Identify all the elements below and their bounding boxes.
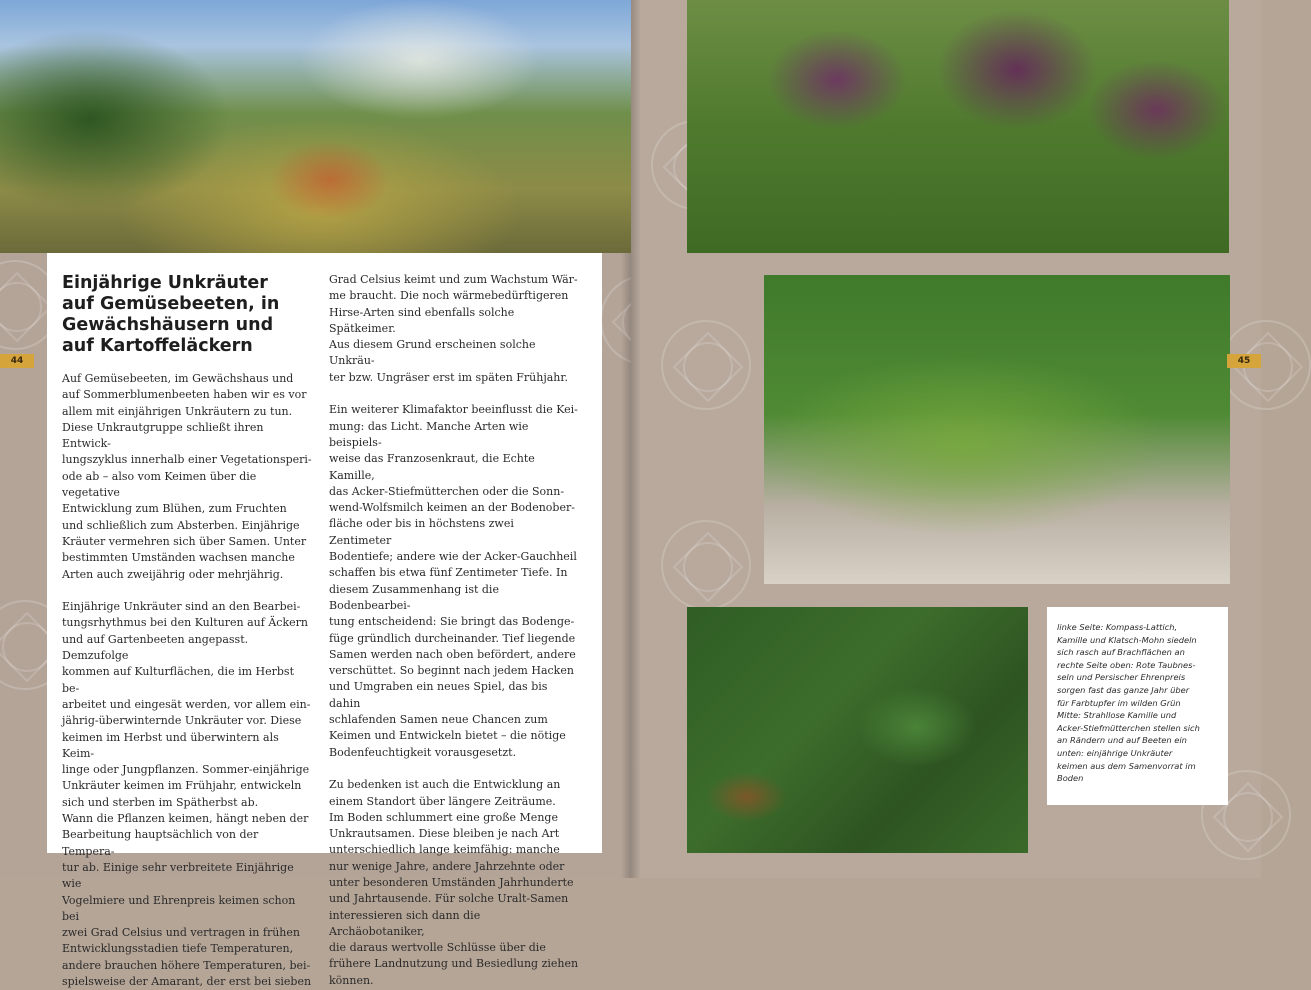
flower-ornament-icon (661, 320, 751, 410)
text-line: und schließlich zum Absterben. Einjährige (62, 518, 300, 532)
photo-red-deadnettle-speedwell (687, 0, 1229, 253)
text-line: jährig-überwinternde Unkräuter vor. Diese (62, 714, 302, 728)
heading-line: Gewächshäusern und (62, 315, 274, 335)
photo-caption-box (1047, 607, 1228, 805)
text-column-left (62, 253, 312, 990)
text-line: Unkrautsamen. Diese bleiben je nach Art (329, 827, 560, 841)
text-line: allem mit einjährigen Unkräutern zu tun. (62, 404, 293, 418)
text-line: Zu bedenken ist auch die Entwicklung an (329, 778, 561, 792)
text-line: bestimmten Umständen wachsen manche (62, 551, 295, 565)
text-line: und Jahrtausende. Für solche Uralt-Samen (329, 892, 569, 906)
text-line: Aus diesem Grund erscheinen solche Unkräu- (329, 338, 536, 368)
text-line: ter bzw. Ungräser erst im späten Frühjahr. (329, 370, 568, 384)
text-line: tungsrhythmus bei den Kulturen auf Äckern (62, 616, 308, 630)
text-line: Kamille und Klatsch-Mohn siedeln (1057, 634, 1197, 645)
text-line: einem Standort über längere Zeiträume. (329, 794, 556, 808)
text-line: kommen auf Kulturflächen, die im Herbst be- (62, 665, 294, 695)
text-line: frühere Landnutzung und Besiedlung ziehen (329, 957, 579, 971)
text-line: andere brauchen höhere Temperaturen, bei- (62, 958, 311, 972)
paragraph-gap (62, 583, 312, 599)
text-line: Arten auch zweijährig oder mehrjährig. (62, 567, 284, 581)
text-line: keimen aus dem Samenvorrat im (1057, 760, 1196, 771)
text-line: Entwicklungsstadien tiefe Temperaturen, (62, 942, 294, 956)
text-line: wend-Wolfsmilch keimen an der Bodenober- (329, 501, 575, 515)
text-line: Grad Celsius keimt und zum Wachstum Wär- (329, 273, 578, 286)
text-line: Boden (1057, 773, 1084, 784)
article-text-panel (47, 253, 602, 988)
text-line: tung entscheidend: Sie bringt das Bodenge- (329, 615, 575, 629)
text-line: schlafenden Samen neue Chancen zum (329, 713, 548, 727)
text-line: linke Seite: Kompass-Lattich, (1057, 622, 1178, 632)
text-line: Bodentiefe; andere wie der Acker-Gauchheil (329, 550, 577, 564)
text-line: sich rasch auf Brachflächen an (1057, 647, 1185, 658)
text-line: unter besonderen Umständen Jahrhunderte (329, 875, 574, 889)
text-line: Bodenfeuchtigkeit vorausgesetzt. (329, 745, 517, 759)
text-line: fläche oder bis in höchstens zwei Zentimeter (329, 517, 514, 547)
text-line: schaffen bis etwa fünf Zentimeter Tiefe. In (329, 566, 568, 580)
body-text-left (62, 371, 312, 990)
text-line: keimen im Herbst und überwintern als Keim- (62, 730, 279, 760)
text-line: Vogelmiere und Ehrenpreis keimen schon bei (62, 893, 296, 923)
photo-wild-plants-meadow (0, 0, 631, 253)
text-line: das Acker-Stiefmütterchen oder die Sonn- (329, 484, 565, 498)
text-line: seln und Persischer Ehrenpreis (1057, 672, 1186, 683)
text-line: auf Sommerblumenbeeten haben wir es vor (62, 388, 307, 402)
text-line: nur wenige Jahre, andere Jahrzehnte oder (329, 859, 565, 873)
text-line: linge oder Jungpflanzen. Sommer-einjährige (62, 763, 310, 777)
photo-pineapple-weed (764, 275, 1230, 584)
text-line: zwei Grad Celsius und vertragen in frühen (62, 926, 300, 940)
photo-caption (1057, 621, 1219, 785)
text-column-right (329, 253, 579, 989)
text-line: unten: einjährige Unkräuter (1057, 747, 1173, 758)
text-line: Hirse-Arten sind ebenfalls solche Spätkeimer. (329, 305, 515, 335)
heading-line: Einjährige Unkräuter (62, 273, 268, 293)
text-line: Mitte: Strahllose Kamille und (1057, 710, 1177, 721)
text-line: können. (329, 973, 374, 987)
text-line: arbeitet und eingesät werden, vor allem ein- (62, 697, 311, 711)
text-line: Einjährige Unkräuter sind an den Bearbei- (62, 600, 301, 614)
paragraph-gap (329, 761, 579, 777)
text-line: Wann die Pflanzen keimen, hängt neben der (62, 812, 309, 826)
text-line: Auf Gemüsebeeten, im Gewächshaus und (62, 372, 294, 385)
article-heading (62, 273, 312, 357)
text-line: verschüttet. So beginnt nach jedem Hacken (329, 664, 574, 678)
text-line: diesem Zusammenhang ist die Bodenbearbei- (329, 582, 499, 612)
paragraph-gap (329, 386, 579, 402)
text-line: füge gründlich durcheinander. Tief liegende (329, 631, 576, 645)
text-line: me braucht. Die noch wärmebedürftigeren (329, 289, 569, 303)
text-line: Bearbeitung hauptsächlich von der Tempera- (62, 828, 259, 858)
text-line: rechte Seite oben: Rote Taubnes- (1057, 659, 1196, 670)
text-line: und Umgraben ein neues Spiel, das bis dahin (329, 680, 548, 710)
heading-line: auf Gemüsebeeten, in (62, 294, 280, 314)
text-line: an Rändern und auf Beeten ein (1057, 735, 1187, 746)
text-line: Keimen und Entwickeln bietet – die nötige (329, 729, 566, 743)
text-line: Diese Unkrautgruppe schließt ihren Entwick- (62, 420, 264, 451)
text-line: spielsweise der Amarant, der erst bei sieben (62, 974, 312, 988)
flower-ornament-icon (661, 520, 751, 610)
photo-seedlings (687, 607, 1028, 853)
text-line: Kräuter vermehren sich über Samen. Unter (62, 534, 307, 548)
text-line: Acker-Stiefmütterchen stellen sich (1057, 722, 1200, 733)
text-line: ode ab – also vom Keimen über die vegetative (62, 469, 257, 500)
text-line: unterschiedlich lange keimfähig: manche (329, 843, 560, 857)
text-line: die daraus wertvolle Schlüsse über die (329, 941, 546, 955)
text-line: interessieren sich dann die Archäobotaniker, (329, 908, 481, 938)
text-line: lungszyklus innerhalb einer Vegetationsperi- (62, 453, 312, 467)
page-number-right: 45 (1227, 354, 1261, 368)
heading-line: auf Kartoffeläckern (62, 336, 253, 356)
text-line: Ein weiterer Klimafaktor beeinflusst die Kei- (329, 403, 578, 417)
text-line: mung: das Licht. Manche Arten wie beispiels- (329, 419, 529, 449)
body-text-right (329, 272, 579, 989)
text-line: Im Boden schlummert eine große Menge (329, 810, 558, 824)
text-line: Entwicklung zum Blühen, zum Fruchten (62, 502, 287, 516)
text-line: und auf Gartenbeeten angepasst. Demzufolge (62, 632, 249, 663)
text-line: sorgen fast das ganze Jahr über (1057, 684, 1190, 695)
text-line: tur ab. Einige sehr verbreitete Einjährige wie (62, 860, 294, 891)
text-line: Samen werden nach oben befördert, andere (329, 647, 576, 661)
text-line: weise das Franzosenkraut, die Echte Kamille, (329, 452, 535, 482)
text-line: Unkräuter keimen im Frühjahr, entwickeln (62, 779, 302, 793)
text-line: für Farbtupfer im wilden Grün (1057, 697, 1181, 708)
page-number-left: 44 (0, 354, 34, 368)
text-line: sich und sterben im Spätherbst ab. (62, 795, 259, 809)
